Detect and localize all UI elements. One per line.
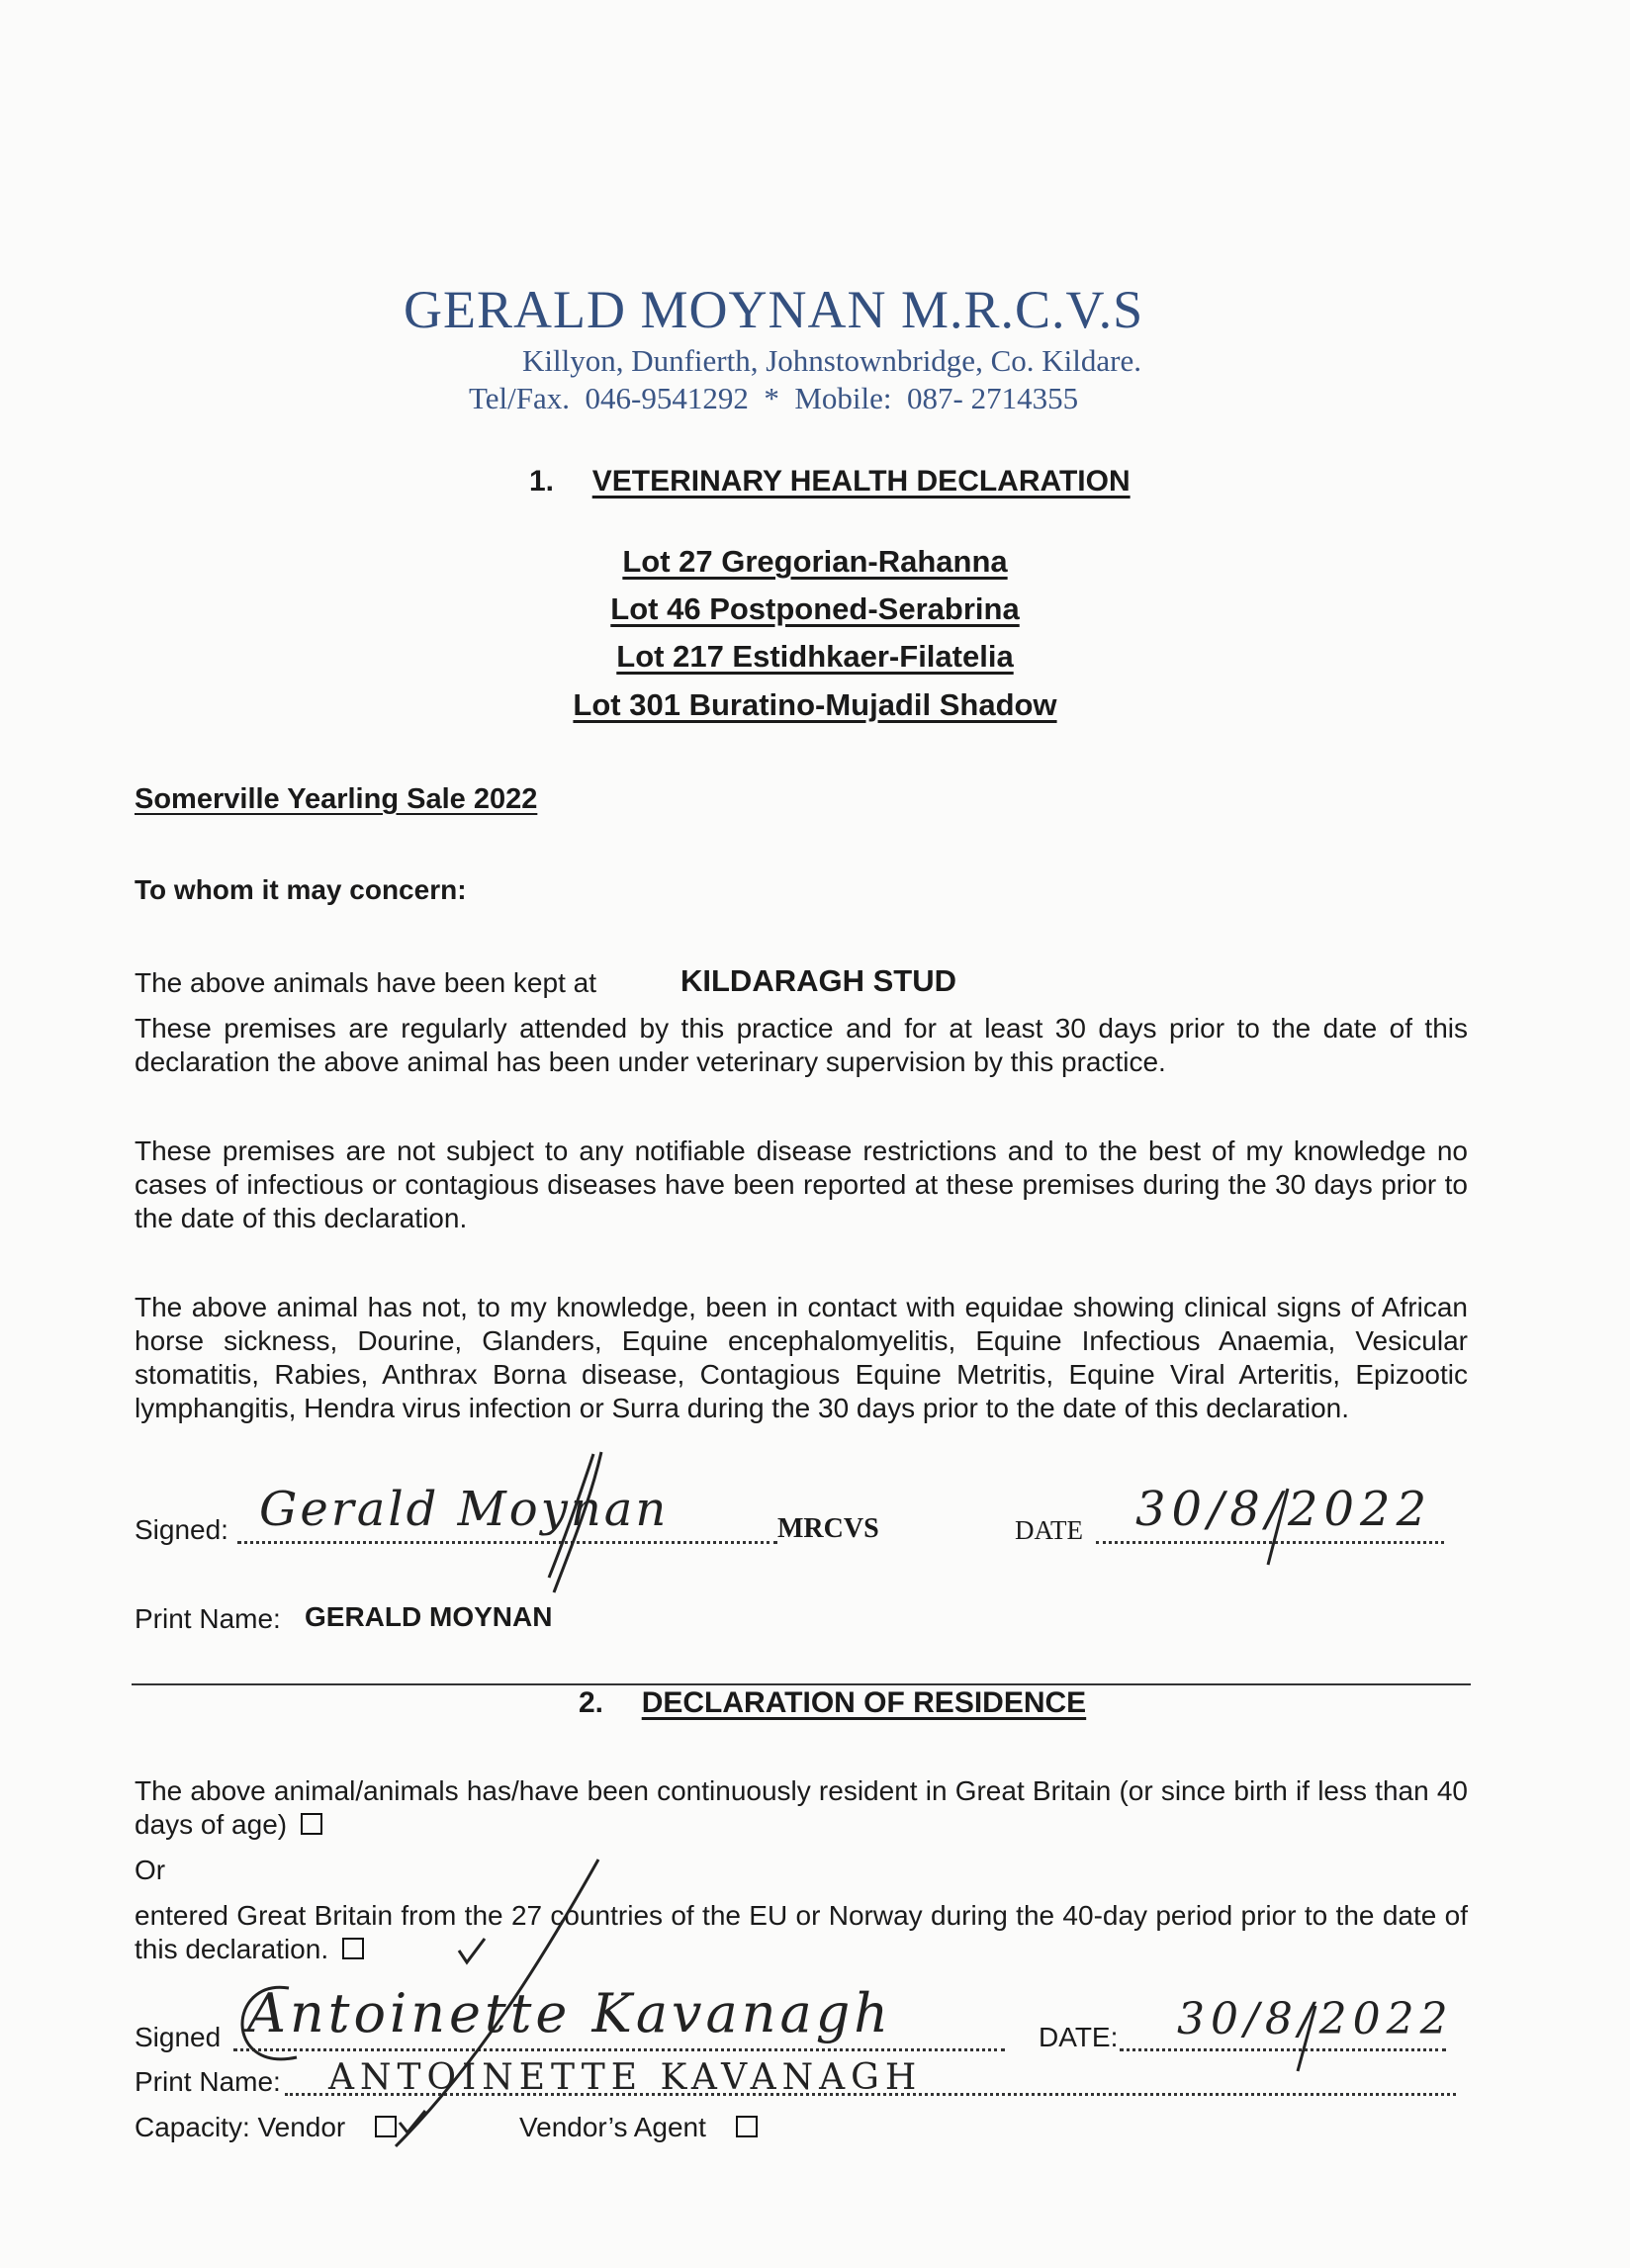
or-label: Or — [135, 1855, 166, 1885]
print-name-label-2: Print Name: — [135, 2066, 281, 2097]
lot-item: Lot 27 Gregorian-Rahanna — [622, 544, 1008, 579]
date-slash — [1298, 2006, 1315, 2071]
vendor-date: 30/8/2022 — [1177, 1994, 1454, 2044]
salutation: To whom it may concern: — [135, 874, 467, 905]
checkmark-stroke — [396, 1860, 598, 2146]
residence-option-1-text: The above animal/animals has/have been continuously resident in Great Britain (or since birth if less than 40 days of age) — [135, 1775, 1468, 1840]
capacity-agent-label: Vendor’s Agent — [519, 2112, 706, 2142]
lot-item: Lot 217 Estidhkaer-Filatelia — [616, 639, 1014, 674]
date-slash — [1268, 1489, 1288, 1565]
letterhead-address: Killyon, Dunfierth, Johnstownbridge, Co. Kildare. — [522, 343, 1141, 378]
signed-label: Signed: — [135, 1514, 228, 1545]
section2-number: 2. — [579, 1686, 604, 1719]
vet-date: 30/8/2022 — [1135, 1482, 1433, 1537]
section1-number: 1. — [529, 465, 555, 498]
kept-at-label: The above animals have been kept at — [135, 967, 596, 998]
letterhead-name: GERALD MOYNAN M.R.C.V.S — [404, 280, 1144, 339]
print-name-value: GERALD MOYNAN — [305, 1601, 553, 1632]
kept-at-value: KILDARAGH STUD — [680, 963, 956, 998]
residence-option-2-text: entered Great Britain from the 27 countries of the EU or Norway during the 40-day period prior to the date of this declaration. — [135, 1900, 1468, 1964]
paragraph-restrictions: These premises are not subject to any notifiable disease restrictions and to the best of my knowledge no cases of infectious or contagious diseases have been reported at these premises during the 30 days prior to the date of this declaration. — [135, 1135, 1468, 1233]
lot-item: Lot 301 Buratino-Mujadil Shadow — [573, 687, 1057, 722]
sale-title: Somerville Yearling Sale 2022 — [135, 783, 538, 815]
capacity-vendor-label: Capacity: Vendor — [135, 2112, 346, 2142]
print-name-label: Print Name: — [135, 1603, 281, 1634]
signature-flourish — [549, 1452, 601, 1592]
tick-mark — [459, 1939, 485, 1962]
vet-signature: Gerald Moynan — [259, 1482, 670, 1537]
vendor-print-name: ANTOINETTE KAVANAGH — [328, 2057, 923, 2098]
vendor-signature-loop — [242, 1987, 297, 2059]
vendor-signature: Antoinette Kavanagh — [247, 1982, 893, 2044]
lot-item: Lot 46 Postponed-Serabrina — [610, 591, 1020, 626]
date-label-2: DATE: — [1039, 2022, 1119, 2052]
signed-label-2: Signed — [135, 2022, 222, 2052]
letterhead-phone: Tel/Fax. 046-9541292 * Mobile: 087- 2714355 — [469, 381, 1079, 415]
section1-title: VETERINARY HEALTH DECLARATION — [591, 465, 1131, 498]
section2-title: DECLARATION OF RESIDENCE — [641, 1686, 1087, 1719]
paragraph-contact: The above animal has not, to my knowledge, been in contact with equidae showing clinical signs of African horse sickness, Dourine, Glanders, Equine encephalomyelitis, Equine Infectious Anaemia, Vesicular stomatitis, Rabies, Anthrax Borna disease, Contagious Equine Metritis, Equine Viral Arteritis, Epizootic lymphangitis, Hendra virus infection or Surra during the 30 days prior to the date of this declaration. — [135, 1292, 1468, 1423]
paragraph-supervision: These premises are regularly attended by this practice and for at least 30 days prior to the date of this declaration the above animal has been under veterinary supervision by this practice. — [135, 1013, 1468, 1077]
date-label: DATE — [1015, 1515, 1083, 1545]
mrcvs-suffix: MRCVS — [777, 1513, 879, 1544]
